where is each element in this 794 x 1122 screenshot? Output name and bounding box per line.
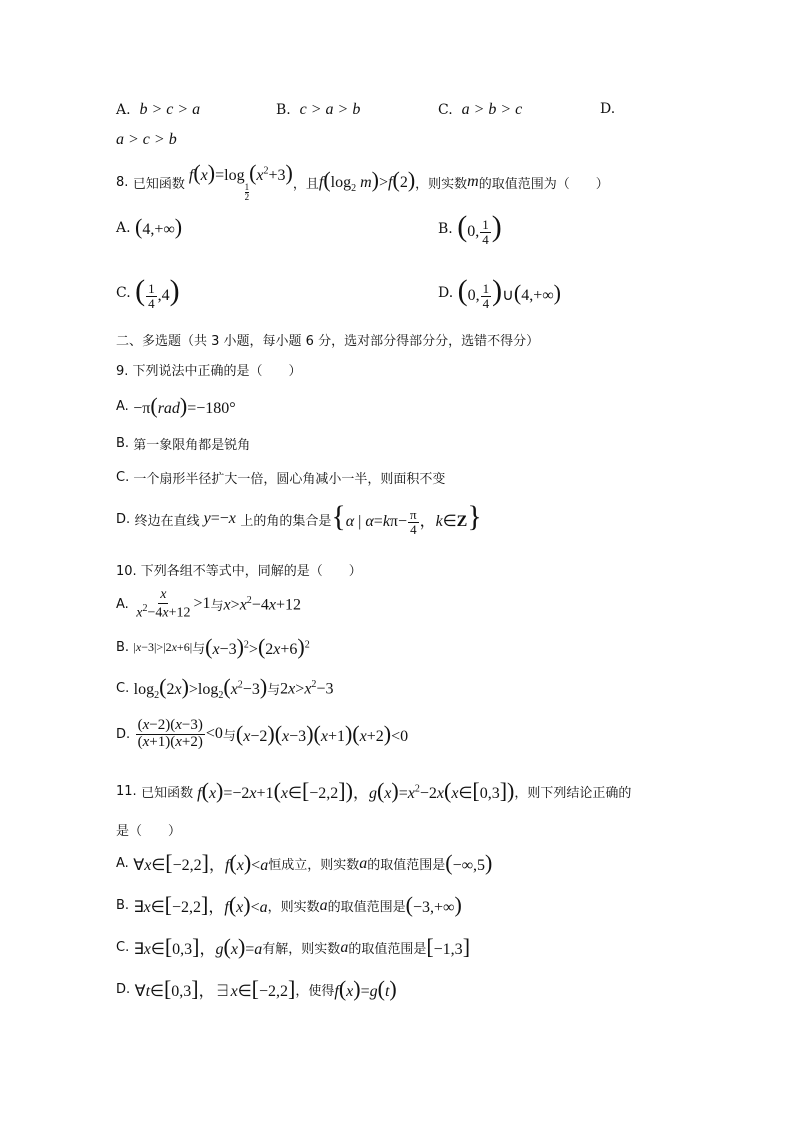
q9-option-c: C. 一个扇形半径扩大一倍，圆心角减小一半，则面积不变 [116,470,446,487]
q10-option-b: B. |x−3|>|2x+6| 与 $(x-3)^2>(2x+6)^2$ [116,634,310,659]
q11-option-a: A. ∀x∈[−2,2]，f(x)<a 恒成立，则实数 a 的取值范围是 (−∞,5) [116,850,493,875]
q9-stem: 9. 下列说法中正确的是（ ） [116,364,302,379]
q8-option-a: A. (4,+∞) [116,214,183,239]
q10-stem: 10. 下列各组不等式中，同解的是（ ） [116,564,362,579]
q11-stem: 11. 已知函数 f(x)=−2x+1(x∈[−2,2])，$g(x)=x^2-2x(x\in[0,3])$ ，则下列结论正确的 [116,778,632,803]
section-title: 二、多选题（共 3 小题，每小题 6 分，选对部分得部分分，选错不得分） [116,334,540,349]
q11-option-b: B. ∃x∈[−2,2]，f(x)<a ，则实数 a 的取值范围是 (−3,+∞) [116,892,462,917]
q10-option-a: A. $\frac{x}{x^2-4x+12}$ >1 与 $x>x^2-4x+12$ [116,587,301,621]
q8-stem: 8. 已知函数 f(x)=log $_{\frac{1}{2}}$ $(x^2+3)$ ，且 $f(\log_2$ m)>f(2) ，则实数 m 的取值范围为（ ） [116,160,609,202]
q11-option-d: D. ∀t∈[0,3]，∃x∈[−2,2] ，使得 f(x)=g(t) [116,976,397,1001]
q7-option-d-label: D. [600,101,616,117]
q7-option-d-text: a > c > b [116,131,177,148]
q7-option-a: A. b > c > a [116,101,201,118]
q7-option-c: C. a > b > c [438,101,523,118]
q11-stem-line2: 是（ ） [116,824,182,839]
q8-option-d: D. (0, $\frac{1}{4}$ )∪(4,+∞) [438,274,561,311]
q8-option-b: B. (0, $\frac{1}{4}$ ) [438,210,502,247]
q10-option-d: D. $\frac{(x-2)(x-3)}{(x+1)(x+2)}$ <0 与 (x−2)(x−3)(x+1)(x+2)<0 [116,717,409,750]
q9-option-a: A. −π(rad)=−180° [116,393,236,418]
q10-option-c: C. $\log_2(2x)>\log_2(x^2-3)$ 与 $2x>x^2-3$ [116,674,334,702]
q9-option-b: B. 第一象限角都是锐角 [116,436,251,453]
q9-option-d: D. 终边在直线 y =− x 上的角的集合是 {α | α=kπ− $\frac{\pi}{4}$ ，k∈Z} [116,500,482,537]
q8-option-c: C. ( $\frac{1}{4}$ ,4) [116,274,180,311]
q7-option-b: B. c > a > b [276,101,361,118]
q11-option-c: C. ∃x∈[0,3]，g(x)=a 有解，则实数 a 的取值范围是 [−1,3] [116,934,471,959]
